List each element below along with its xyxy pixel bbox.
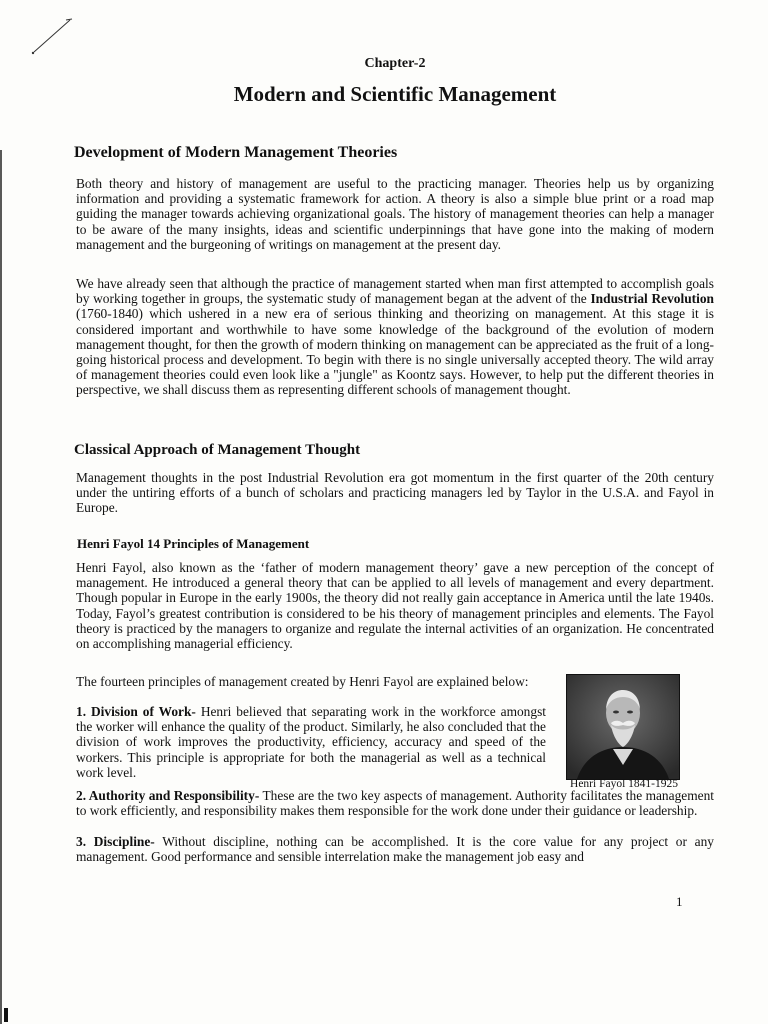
development-paragraph-2-end: (1760-1840) which ushered in a new era of serious thinking and theorizing on management. At this stage it is considered important and worthwhile to have some knowledge of the background of the evolution of modern management thought, for then the growth of modern thinking on management can be appreciated as the fruit of a long-going historical process and development. To begin with there is no single universally accepted theory. The wild array of management theories could even look like a "jungle" as Koontz says. However, to help put the different theories in perspective, we shall discuss them as representing different schools of management thought. [76, 306, 714, 398]
fayol-paragraph-1: Henri Fayol, also known as the ‘father of modern management theory’ gave a new perception of the concept of management. He introduced a general theory that can be applied to all levels of management and every department. Though popular in Europe in the early 1900s, the theory did not really gain acceptance in America until the late 1940s. Today, Fayol’s greatest contribution is considered to be his theory of management principles and elements. The Fayol theory is practiced by the managers to organize and regulate the internal activities of an organization. He concentrated on accomplishing managerial efficiency. [76, 560, 714, 652]
principle-2-text: These are the two key aspects of management. Authority facilitates the management to work efficiently, and responsibility makes them responsible for the work done under their guidance or leadership. [76, 788, 714, 819]
scan-edge-mark [4, 1008, 8, 1022]
development-paragraph-2-start: We have already seen that although the practice of management started when man first attempted to accomplish goals by working together in groups, the systematic study of management began at the advent of the [76, 276, 714, 307]
portrait-caption: Henri Fayol 1841-1925 [570, 778, 678, 790]
development-heading: Development of Modern Management Theories [74, 144, 398, 161]
scan-edge-shadow [0, 150, 2, 1024]
fayol-heading: Henri Fayol 14 Principles of Management [77, 536, 310, 551]
principle-3-title: 3. Discipline- [76, 834, 155, 849]
principle-1 [76, 704, 546, 780]
principle-3-text: Without discipline, nothing can be accomplished. It is the core value for any project or any management. Good performance and sensible interrelation make the management job easy and [76, 834, 714, 865]
principle-2-title: 2. Authority and Responsibility- [76, 788, 260, 803]
chapter-label: Chapter-2 [364, 56, 426, 71]
development-paragraph-1: Both theory and history of management are useful to the practicing manager. Theories help us by organizing information and providing a systematic framework for action. A theory is also a simple blue print or a road map guiding the manager towards achieving organizational goals. The history of management theories can help a manager to be aware of the many insights, ideas and scientific underpinnings that have gone into the making of modern management and the burgeoning of writings on management at the present day. [76, 176, 714, 252]
portrait-image-icon [567, 675, 679, 779]
principle-1-title: 1. Division of Work- [76, 704, 196, 719]
henri-fayol-portrait [566, 674, 680, 780]
pen-mark-icon [30, 16, 76, 56]
classical-heading: Classical Approach of Management Thought [74, 442, 361, 458]
principle-1-text: Henri believed that separating work in the workforce amongst the worker will enhance the quality of the product. Similarly, he also concluded that the division of work improves the productivity, efficiency, accuracy and speed of the workers. This principle is appropriate for both the managerial as well as a technical work level. [76, 704, 547, 780]
page-number: 1 [676, 894, 683, 909]
principle-3 [76, 834, 714, 864]
fayol-paragraph-2: The fourteen principles of management created by Henri Fayol are explained below: [76, 674, 529, 689]
principle-2 [76, 788, 714, 818]
industrial-revolution-term: Industrial Revolution [590, 291, 714, 307]
chapter-title: Modern and Scientific Management [233, 82, 557, 106]
classical-paragraph: Management thoughts in the post Industrial Revolution era got momentum in the first quarter of the 20th century under the untiring efforts of a bunch of scholars and practicing managers led by Taylor in the U.S.A. and Fayol in Europe. [76, 470, 714, 516]
development-paragraph-2 [76, 276, 714, 398]
